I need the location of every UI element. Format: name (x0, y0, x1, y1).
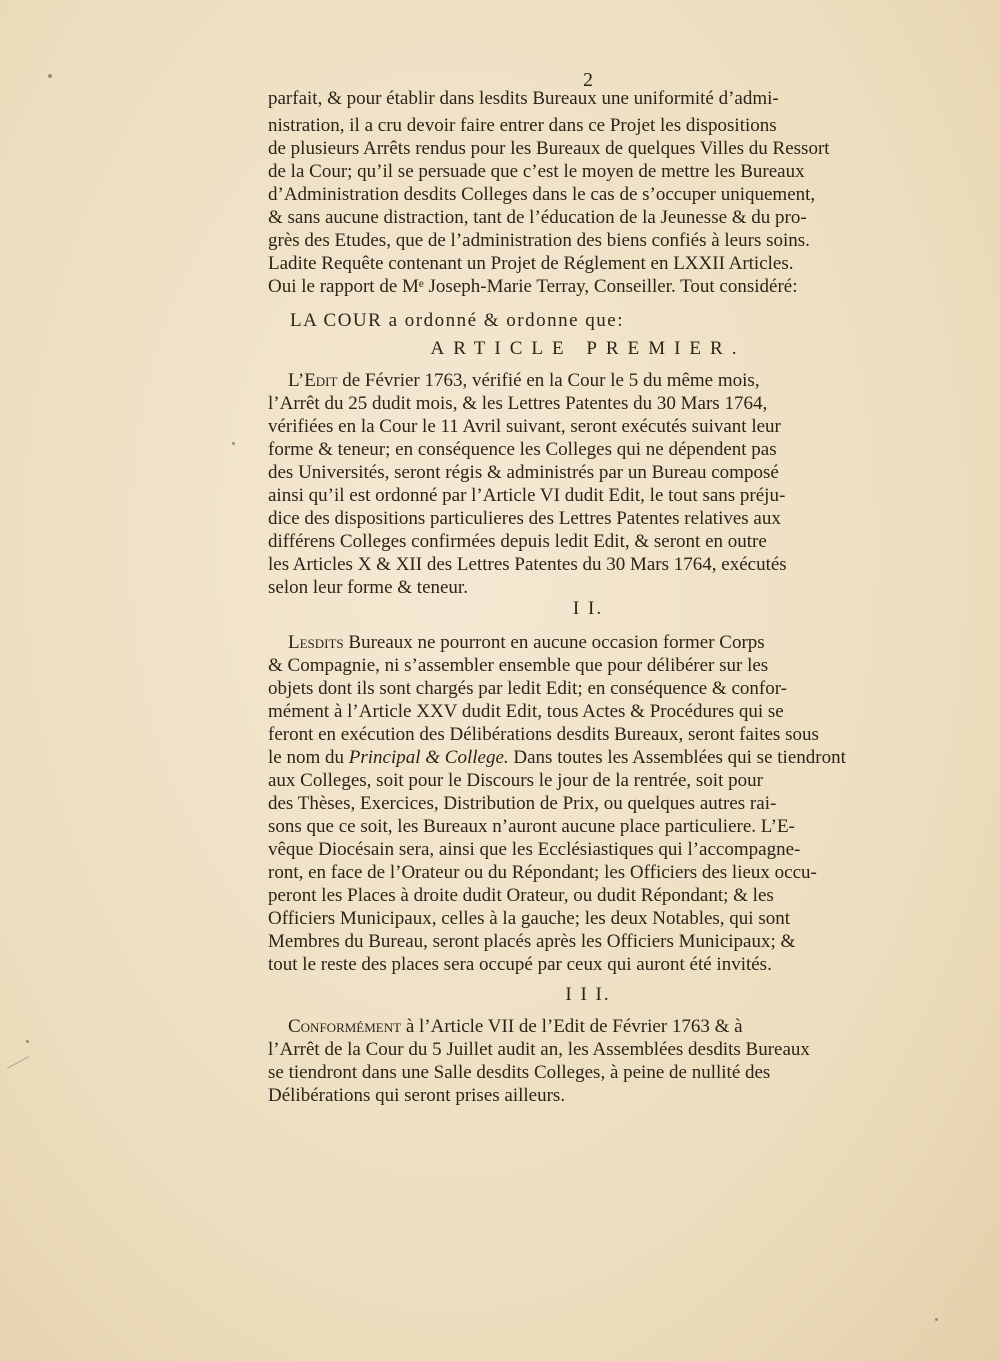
text-line: forme & teneur; en conséquence les Colleges qui ne dépendent pas (268, 439, 777, 460)
text-run: de Février 1763, vérifié en la Cour le 5 du même mois, (337, 370, 760, 391)
text-line: Délibérations qui seront prises ailleurs. (268, 1085, 566, 1106)
text-line: nistration, il a cru devoir faire entrer dans ce Projet les dispositions (268, 115, 777, 136)
text-run: le nom du (268, 747, 349, 768)
text-line: & Compagnie, ni s’assembler ensemble que pour délibérer sur les (268, 655, 769, 676)
lead-word: Conformément (288, 1016, 402, 1037)
text-line (268, 747, 908, 769)
lead-word: L’Edit (288, 370, 338, 391)
text-line: parfait, & pour établir dans lesdits Bureaux une uniformité d’admi- (268, 88, 779, 109)
paper-speck (232, 442, 235, 445)
text-run: à l’Article VII de l’Edit de Février 1763 & à (401, 1016, 743, 1037)
text-line: Officiers Municipaux, celles à la gauche; les deux Notables, qui sont (268, 908, 790, 929)
text-line: tout le reste des places sera occupé par ceux qui auront été invités. (268, 954, 772, 975)
text-line: mément à l’Article XXV dudit Edit, tous Actes & Procédures qui se (268, 701, 784, 722)
text-line: & sans aucune distraction, tant de l’éducation de la Jeunesse & du pro- (268, 207, 807, 228)
text-line: objets dont ils sont chargés par ledit Edit; en conséquence & confor- (268, 678, 787, 699)
paper-speck (48, 74, 52, 78)
text-line: selon leur forme & teneur. (268, 577, 468, 598)
paper-mark (7, 1056, 29, 1068)
text-line: peront les Places à droite dudit Orateur, ou dudit Répondant; & les (268, 885, 774, 906)
text-line: vêque Diocésain sera, ainsi que les Ecclésiastiques qui l’accompagne- (268, 839, 801, 860)
text-line: de plusieurs Arrêts rendus pour les Bureaux de quelques Villes du Ressort (268, 138, 830, 159)
paper-speck (935, 1318, 938, 1321)
text-line: ront, en face de l’Orateur ou du Répondant; les Officiers des lieux occu- (268, 862, 817, 883)
text-line: Ladite Requête contenant un Projet de Réglement en LXXII Articles. (268, 253, 794, 274)
text-line: dice des dispositions particulieres des Lettres Patentes relatives aux (268, 508, 781, 529)
text-line: vérifiées en la Cour le 11 Avril suivant, seront exécutés suivant leur (268, 416, 781, 437)
text-line (268, 1016, 908, 1038)
text-line: des Universités, seront régis & administrés par un Bureau composé (268, 462, 779, 483)
text-line: les Articles X & XII des Lettres Patentes du 30 Mars 1764, exécutés (268, 554, 787, 575)
text-line: grès des Etudes, que de l’administration des biens confiés à leurs soins. (268, 230, 810, 251)
text-line: se tiendront dans une Salle desdits Colleges, à peine de nullité des (268, 1062, 771, 1083)
text-line: des Thèses, Exercices, Distribution de Prix, ou quelques autres rai- (268, 793, 777, 814)
decree-line: LA COUR a ordonné & ordonne que: (290, 310, 625, 331)
text-line: différens Colleges confirmées depuis ledit Edit, & seront en outre (268, 531, 767, 552)
paper-speck (26, 1040, 29, 1043)
article-heading: I I. (572, 598, 604, 619)
text-line: sons que ce soit, les Bureaux n’auront aucune place particuliere. L’E- (268, 816, 795, 837)
text-line: ainsi qu’il est ordonné par l’Article VI dudit Edit, le tout sans préju- (268, 485, 786, 506)
article-heading: ARTICLE PREMIER. (430, 338, 746, 359)
text-line (268, 370, 908, 392)
text-line (268, 632, 908, 654)
article-heading: I I I. (565, 984, 611, 1005)
page-number: 2 (583, 69, 593, 91)
text-line: feront en exécution des Délibérations desdits Bureaux, seront faites sous (268, 724, 819, 745)
text-line: de la Cour; qu’il se persuade que c’est le moyen de mettre les Bureaux (268, 161, 805, 182)
text-line: l’Arrêt du 25 dudit mois, & les Lettres Patentes du 30 Mars 1764, (268, 393, 768, 414)
text-run: Dans toutes les Assemblées qui se tiendront (508, 747, 846, 768)
text-line: aux Colleges, soit pour le Discours le jour de la rentrée, soit pour (268, 770, 763, 791)
text-run: Bureaux ne pourront en aucune occasion former Corps (343, 632, 765, 653)
text-line: Oui le rapport de Mᵉ Joseph-Marie Terray, Conseiller. Tout considéré: (268, 276, 798, 297)
text-line: d’Administration desdits Colleges dans le cas de s’occuper uniquement, (268, 184, 816, 205)
lead-word: Lesdits (288, 632, 344, 653)
text-line: l’Arrêt de la Cour du 5 Juillet audit an, les Assemblées desdits Bureaux (268, 1039, 810, 1060)
italic-phrase: Principal & College. (348, 747, 509, 768)
text-line: Membres du Bureau, seront placés après les Officiers Municipaux; & (268, 931, 796, 952)
